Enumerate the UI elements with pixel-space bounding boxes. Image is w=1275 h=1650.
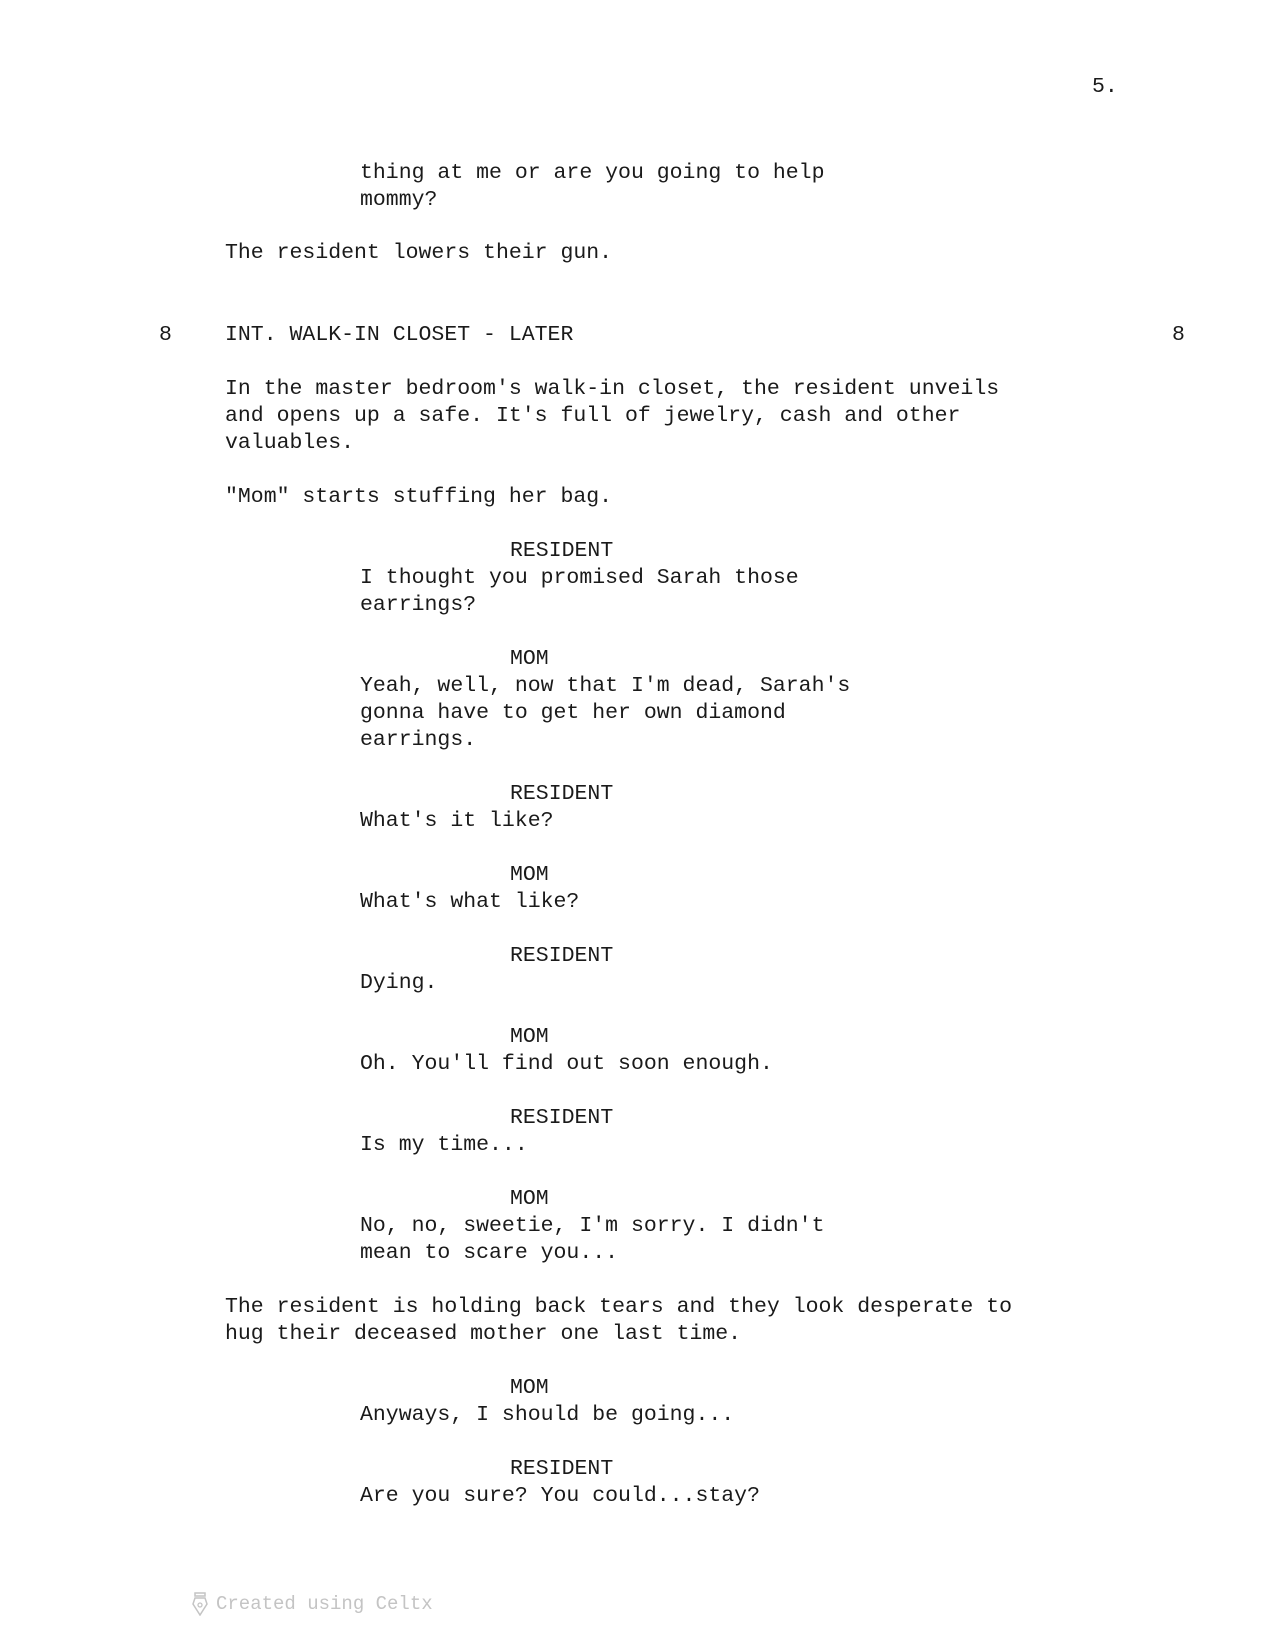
page-number: 5. — [1092, 75, 1118, 99]
dialogue-line: What's what like? — [360, 890, 580, 914]
action-line: The resident is holding back tears and they look desperate to — [225, 1295, 1013, 1319]
character-name: RESIDENT — [510, 944, 614, 968]
character-name: MOM — [510, 863, 549, 887]
action-line: and opens up a safe. It's full of jewelry, cash and other — [225, 404, 961, 428]
character-name: MOM — [510, 1376, 549, 1400]
scene-heading: INT. WALK-IN CLOSET - LATER — [225, 323, 574, 347]
action-line: "Mom" starts stuffing her bag. — [225, 485, 613, 509]
character-name: MOM — [510, 1025, 549, 1049]
dialogue-line: Anyways, I should be going... — [360, 1403, 735, 1427]
character-name: RESIDENT — [510, 782, 614, 806]
celtx-watermark — [192, 1592, 433, 1616]
dialogue-line: Are you sure? You could...stay? — [360, 1484, 760, 1508]
action-line: valuables. — [225, 431, 355, 455]
dialogue-line: Dying. — [360, 971, 438, 995]
dialogue-line: Yeah, well, now that I'm dead, Sarah's — [360, 674, 851, 698]
action-line: In the master bedroom's walk-in closet, the resident unveils — [225, 377, 1000, 401]
pen-nib-icon — [192, 1592, 208, 1616]
scene-number-right: 8 — [1172, 323, 1185, 347]
dialogue-line: I thought you promised Sarah those — [360, 566, 799, 590]
action-line: hug their deceased mother one last time. — [225, 1322, 742, 1346]
character-name: RESIDENT — [510, 1457, 614, 1481]
dialogue-line: No, no, sweetie, I'm sorry. I didn't — [360, 1214, 825, 1238]
character-name: MOM — [510, 647, 549, 671]
watermark-text: Created using Celtx — [216, 1593, 433, 1615]
dialogue-line: gonna have to get her own diamond — [360, 701, 786, 725]
dialogue-line: mommy? — [360, 188, 438, 212]
dialogue-line: thing at me or are you going to help — [360, 161, 825, 185]
character-name: MOM — [510, 1187, 549, 1211]
scene-number-left: 8 — [159, 323, 172, 347]
character-name: RESIDENT — [510, 539, 614, 563]
dialogue-line: earrings. — [360, 728, 477, 752]
dialogue-line: Oh. You'll find out soon enough. — [360, 1052, 773, 1076]
dialogue-line: Is my time... — [360, 1133, 528, 1157]
character-name: RESIDENT — [510, 1106, 614, 1130]
dialogue-line: What's it like? — [360, 809, 554, 833]
action-line: The resident lowers their gun. — [225, 241, 613, 265]
dialogue-line: mean to scare you... — [360, 1241, 619, 1265]
dialogue-line: earrings? — [360, 593, 477, 617]
